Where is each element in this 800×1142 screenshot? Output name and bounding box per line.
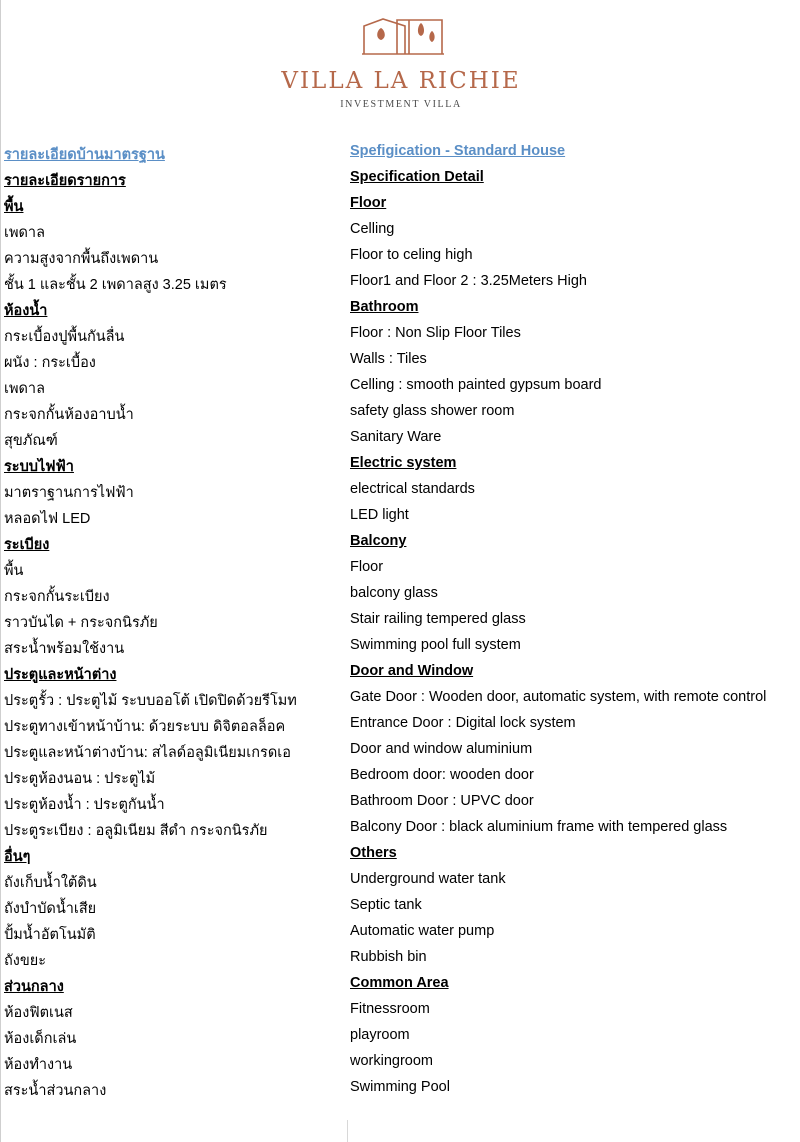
thai-text: ส่วนกลาง xyxy=(4,979,64,995)
spec-row xyxy=(1,711,800,737)
thai-text: ราวบันได + กระจกนิรภัย xyxy=(4,615,158,631)
spec-row xyxy=(1,217,800,243)
section-heading-row xyxy=(1,451,800,477)
brand-tagline: INVESTMENT VILLA xyxy=(340,99,462,110)
english-text: Bedroom door: wooden door xyxy=(350,767,534,783)
thai-text: เพดาล xyxy=(4,225,45,241)
spec-row xyxy=(1,919,800,945)
spec-row xyxy=(1,1023,800,1049)
thai-text: ห้องฟิตเนส xyxy=(4,1005,73,1021)
section-heading-row xyxy=(1,191,800,217)
english-text: Floor xyxy=(350,559,384,575)
thai-text: ห้องทำงาน xyxy=(4,1057,73,1073)
thai-text: พื้น xyxy=(4,563,24,579)
thai-text: ระเบียง xyxy=(4,537,50,553)
spec-row xyxy=(1,425,800,451)
thai-text: ประตูรั้ว : ประตูไม้ ระบบออโต้ เปิดปิดด้วยรีโมท xyxy=(4,693,297,709)
english-text: Balcony xyxy=(350,533,407,549)
section-heading-row xyxy=(1,529,800,555)
english-text: Door and window aluminium xyxy=(350,741,533,757)
thai-text: ความสูงจากพื้นถึงเพดาน xyxy=(4,251,159,267)
spec-row xyxy=(1,633,800,659)
logo xyxy=(1,0,800,130)
thai-text: อื่นๆ xyxy=(4,849,31,865)
spec-row xyxy=(1,581,800,607)
spec-row xyxy=(1,373,800,399)
english-text: playroom xyxy=(350,1027,410,1043)
spec-row xyxy=(1,399,800,425)
english-text: Fitnessroom xyxy=(350,1001,430,1017)
section-heading-row xyxy=(1,971,800,997)
english-text: Gate Door : Wooden door, automatic system, with remote control xyxy=(350,689,767,705)
english-text: Floor to celing high xyxy=(350,247,473,263)
thai-text: กระจกกั้นห้องอาบน้ำ xyxy=(4,407,134,423)
thai-text: กระจกกั้นระเบียง xyxy=(4,589,110,605)
thai-text: ประตูและหน้าต่างบ้าน: สไลด์อลูมิเนียมเกรดเอ xyxy=(4,745,291,761)
section-heading-row xyxy=(1,165,800,191)
english-text: Bathroom xyxy=(350,299,419,315)
spec-row xyxy=(1,607,800,633)
english-text: LED light xyxy=(350,507,409,523)
spec-row xyxy=(1,997,800,1023)
thai-text: ห้องเด็กเล่น xyxy=(4,1031,77,1047)
thai-text: ประตูระเบียง : อลูมิเนียม สีดำ กระจกนิรภัย xyxy=(4,823,268,839)
thai-text: เพดาล xyxy=(4,381,45,397)
english-text: Common Area xyxy=(350,975,449,991)
english-text: electrical standards xyxy=(350,481,475,497)
english-text: Stair railing tempered glass xyxy=(350,611,526,627)
section-heading-row xyxy=(1,841,800,867)
thai-text: สระน้ำพร้อมใช้งาน xyxy=(4,641,125,657)
section-heading-row xyxy=(1,659,800,685)
spec-row xyxy=(1,243,800,269)
spec-row xyxy=(1,893,800,919)
english-text: Septic tank xyxy=(350,897,422,913)
thai-text: หลอดไฟ LED xyxy=(4,511,91,527)
english-text: Automatic water pump xyxy=(350,923,495,939)
thai-text: สระน้ำส่วนกลาง xyxy=(4,1083,107,1099)
column-divider xyxy=(347,1120,348,1142)
spec-row xyxy=(1,321,800,347)
english-text: Swimming Pool xyxy=(350,1079,450,1095)
thai-text: ระบบไฟฟ้า xyxy=(4,459,74,475)
spec-row xyxy=(1,763,800,789)
english-text: Door and Window xyxy=(350,663,474,679)
title-english: Spefigication - Standard House xyxy=(350,143,566,159)
spec-row xyxy=(1,789,800,815)
spec-row xyxy=(1,685,800,711)
thai-text: ถังบำบัดน้ำเสีย xyxy=(4,901,97,917)
brand-name: VILLA LA RICHIE xyxy=(281,68,521,94)
title-thai: รายละเอียดบ้านมาตรฐาน xyxy=(4,147,165,163)
document-title-row xyxy=(1,139,800,165)
english-text: Sanitary Ware xyxy=(350,429,442,445)
thai-text: ชั้น 1 และชั้น 2 เพดาลสูง 3.25 เมตร xyxy=(4,277,227,293)
english-text: Bathroom Door : UPVC door xyxy=(350,793,534,809)
english-text: Floor1 and Floor 2 : 3.25Meters High xyxy=(350,273,587,289)
spec-row xyxy=(1,347,800,373)
english-text: balcony glass xyxy=(350,585,438,601)
thai-text: สุขภัณฑ์ xyxy=(4,433,58,449)
english-text: Specification Detail xyxy=(350,169,484,185)
english-text: Swimming pool full system xyxy=(350,637,521,653)
thai-text: รายละเอียดรายการ xyxy=(4,173,126,189)
villa-logo-icon xyxy=(361,16,445,56)
thai-text: ห้องน้ำ xyxy=(4,303,48,319)
english-text: safety glass shower room xyxy=(350,403,515,419)
thai-text: พื้น xyxy=(4,199,24,215)
english-text: Electric system xyxy=(350,455,457,471)
spec-row xyxy=(1,867,800,893)
thai-text: ถังเก็บน้ำใต้ดิน xyxy=(4,875,97,891)
spec-row xyxy=(1,1075,800,1101)
section-heading-row xyxy=(1,295,800,321)
thai-text: ประตูห้องน้ำ : ประตูกันน้ำ xyxy=(4,797,165,813)
english-text: Entrance Door : Digital lock system xyxy=(350,715,576,731)
spec-row xyxy=(1,269,800,295)
english-text: Celling xyxy=(350,221,395,237)
english-text: Walls : Tiles xyxy=(350,351,427,367)
english-text: Underground water tank xyxy=(350,871,506,887)
thai-text: ปั้มน้ำอัตโนมัติ xyxy=(4,927,96,943)
thai-text: ประตูห้องนอน : ประตูไม้ xyxy=(4,771,156,787)
thai-text: ประตูและหน้าต่าง xyxy=(4,667,117,683)
spec-row xyxy=(1,815,800,841)
thai-text: มาตราฐานการไฟฟ้า xyxy=(4,485,134,501)
spec-row xyxy=(1,737,800,763)
spec-row xyxy=(1,555,800,581)
english-text: Floor : Non Slip Floor Tiles xyxy=(350,325,521,341)
english-text: workingroom xyxy=(350,1053,433,1069)
spec-row xyxy=(1,503,800,529)
spec-row xyxy=(1,945,800,971)
spec-table xyxy=(1,139,800,1101)
thai-text: ประตูทางเข้าหน้าบ้าน: ด้วยระบบ ดิจิตอลล็อค xyxy=(4,719,286,735)
english-text: Others xyxy=(350,845,397,861)
spec-row xyxy=(1,477,800,503)
thai-text: ถังขยะ xyxy=(4,953,47,969)
english-text: Celling : smooth painted gypsum board xyxy=(350,377,602,393)
thai-text: ผนัง : กระเบื้อง xyxy=(4,355,96,371)
english-text: Rubbish bin xyxy=(350,949,427,965)
english-text: Balcony Door : black aluminium frame with tempered glass xyxy=(350,819,728,835)
english-text: Floor xyxy=(350,195,387,211)
thai-text: กระเบื้องปูพื้นกันลื่น xyxy=(4,329,125,345)
spec-row xyxy=(1,1049,800,1075)
